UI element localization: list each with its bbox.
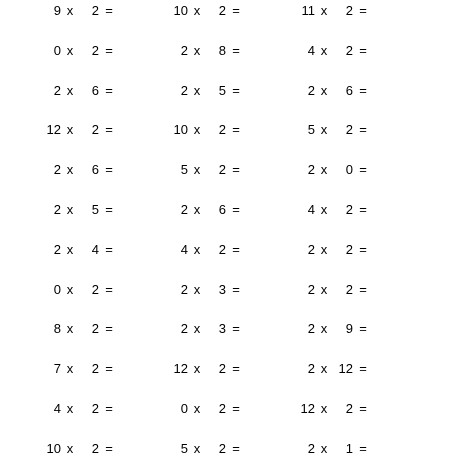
operand-b: 9 <box>345 321 353 337</box>
multiply-sign: x <box>320 281 328 297</box>
multiply-sign: x <box>193 321 201 337</box>
operand-a: 10 <box>173 122 188 138</box>
equals-sign: = <box>105 241 113 257</box>
equals-sign: = <box>359 321 367 337</box>
operand-b: 2 <box>91 42 99 58</box>
equals-sign: = <box>232 42 240 58</box>
equals-sign: = <box>232 162 240 178</box>
multiply-sign: x <box>66 82 74 98</box>
operand-b: 2 <box>218 440 226 456</box>
equals-sign: = <box>232 3 240 18</box>
equals-sign: = <box>359 42 367 58</box>
multiply-sign: x <box>66 440 74 456</box>
operand-a: 2 <box>307 162 315 178</box>
operand-a: 2 <box>307 241 315 257</box>
multiply-sign: x <box>320 241 328 257</box>
operand-a: 2 <box>307 321 315 337</box>
operand-a: 2 <box>53 162 61 178</box>
equals-sign: = <box>232 281 240 297</box>
operand-a: 2 <box>180 42 188 58</box>
operand-b: 3 <box>218 281 226 297</box>
multiply-sign: x <box>320 321 328 337</box>
multiply-sign: x <box>320 361 328 377</box>
operand-b: 0 <box>345 162 353 178</box>
operand-b: 2 <box>218 401 226 416</box>
operand-b: 2 <box>345 241 353 257</box>
equals-sign: = <box>105 361 113 377</box>
equals-sign: = <box>359 281 367 297</box>
multiply-sign: x <box>193 241 201 257</box>
equals-sign: = <box>232 361 240 377</box>
equals-sign: = <box>359 241 367 257</box>
operand-b: 5 <box>91 202 99 217</box>
operand-b: 2 <box>345 122 353 138</box>
operand-b: 2 <box>91 361 99 377</box>
operand-a: 4 <box>307 202 315 217</box>
equals-sign: = <box>105 440 113 456</box>
operand-a: 2 <box>180 281 188 297</box>
operand-a: 2 <box>307 440 315 456</box>
operand-a: 4 <box>307 42 315 58</box>
multiply-sign: x <box>66 202 74 217</box>
equals-sign: = <box>105 321 113 337</box>
equals-sign: = <box>359 82 367 98</box>
operand-a: 4 <box>180 241 188 257</box>
equals-sign: = <box>232 82 240 98</box>
equals-sign: = <box>105 281 113 297</box>
operand-b: 8 <box>218 42 226 58</box>
operand-a: 0 <box>53 281 61 297</box>
operand-b: 2 <box>91 401 99 416</box>
operand-a: 12 <box>300 401 315 416</box>
operand-a: 2 <box>53 82 61 98</box>
operand-a: 12 <box>46 122 61 138</box>
equals-sign: = <box>232 401 240 416</box>
operand-a: 10 <box>173 3 188 18</box>
equals-sign: = <box>105 162 113 178</box>
operand-b: 6 <box>345 82 353 98</box>
operand-b: 12 <box>338 361 353 377</box>
operand-a: 5 <box>180 162 188 178</box>
operand-b: 2 <box>345 3 353 18</box>
operand-b: 2 <box>91 122 99 138</box>
operand-a: 2 <box>180 82 188 98</box>
multiply-sign: x <box>320 42 328 58</box>
operand-b: 2 <box>218 122 226 138</box>
operand-a: 2 <box>307 361 315 377</box>
operand-a: 2 <box>307 281 315 297</box>
operand-a: 10 <box>46 440 61 456</box>
multiply-sign: x <box>320 401 328 416</box>
equals-sign: = <box>359 3 367 18</box>
multiply-sign: x <box>320 202 328 217</box>
operand-b: 6 <box>91 162 99 178</box>
operand-b: 1 <box>345 440 353 456</box>
multiply-sign: x <box>320 162 328 178</box>
operand-b: 2 <box>218 361 226 377</box>
multiply-sign: x <box>66 281 74 297</box>
operand-b: 6 <box>91 82 99 98</box>
equals-sign: = <box>359 162 367 178</box>
equals-sign: = <box>232 202 240 217</box>
operand-b: 4 <box>91 241 99 257</box>
operand-b: 6 <box>218 202 226 217</box>
operand-a: 2 <box>180 202 188 217</box>
multiply-sign: x <box>320 82 328 98</box>
operand-b: 2 <box>345 202 353 217</box>
multiply-sign: x <box>66 42 74 58</box>
equals-sign: = <box>105 122 113 138</box>
operand-b: 2 <box>345 401 353 416</box>
operand-b: 2 <box>218 3 226 18</box>
operand-b: 2 <box>218 241 226 257</box>
multiply-sign: x <box>193 401 201 416</box>
equals-sign: = <box>359 202 367 217</box>
equals-sign: = <box>105 202 113 217</box>
operand-b: 2 <box>91 3 99 18</box>
operand-b: 3 <box>218 321 226 337</box>
multiply-sign: x <box>193 42 201 58</box>
multiply-sign: x <box>193 281 201 297</box>
operand-a: 9 <box>53 3 61 18</box>
equals-sign: = <box>232 122 240 138</box>
equals-sign: = <box>359 401 367 416</box>
equals-sign: = <box>359 122 367 138</box>
equals-sign: = <box>232 241 240 257</box>
multiply-sign: x <box>193 3 201 18</box>
multiply-sign: x <box>193 361 201 377</box>
multiply-sign: x <box>66 122 74 138</box>
operand-a: 2 <box>307 82 315 98</box>
multiply-sign: x <box>66 162 74 178</box>
operand-a: 4 <box>53 401 61 416</box>
operand-a: 2 <box>53 202 61 217</box>
multiply-sign: x <box>66 3 74 18</box>
multiply-sign: x <box>193 122 201 138</box>
operand-b: 2 <box>345 42 353 58</box>
operand-b: 5 <box>218 82 226 98</box>
operand-b: 2 <box>345 281 353 297</box>
operand-a: 2 <box>53 241 61 257</box>
multiply-sign: x <box>66 401 74 416</box>
multiply-sign: x <box>66 241 74 257</box>
operand-b: 2 <box>91 321 99 337</box>
equals-sign: = <box>105 82 113 98</box>
operand-b: 2 <box>91 440 99 456</box>
equals-sign: = <box>105 3 113 18</box>
multiply-sign: x <box>66 361 74 377</box>
equals-sign: = <box>105 401 113 416</box>
multiply-sign: x <box>66 321 74 337</box>
operand-a: 5 <box>180 440 188 456</box>
operand-a: 11 <box>301 3 315 18</box>
operand-a: 0 <box>180 401 188 416</box>
multiply-sign: x <box>193 162 201 178</box>
operand-a: 5 <box>307 122 315 138</box>
multiply-sign: x <box>193 202 201 217</box>
operand-a: 0 <box>53 42 61 58</box>
multiply-sign: x <box>193 440 201 456</box>
equals-sign: = <box>232 440 240 456</box>
multiply-sign: x <box>320 440 328 456</box>
equals-sign: = <box>105 42 113 58</box>
operand-a: 7 <box>53 361 61 377</box>
equals-sign: = <box>359 440 367 456</box>
operand-a: 12 <box>173 361 188 377</box>
operand-b: 2 <box>218 162 226 178</box>
operand-a: 8 <box>53 321 61 337</box>
equals-sign: = <box>232 321 240 337</box>
operand-b: 2 <box>91 281 99 297</box>
multiply-sign: x <box>320 3 328 18</box>
multiply-sign: x <box>193 82 201 98</box>
operand-a: 2 <box>180 321 188 337</box>
multiply-sign: x <box>320 122 328 138</box>
equals-sign: = <box>359 361 367 377</box>
